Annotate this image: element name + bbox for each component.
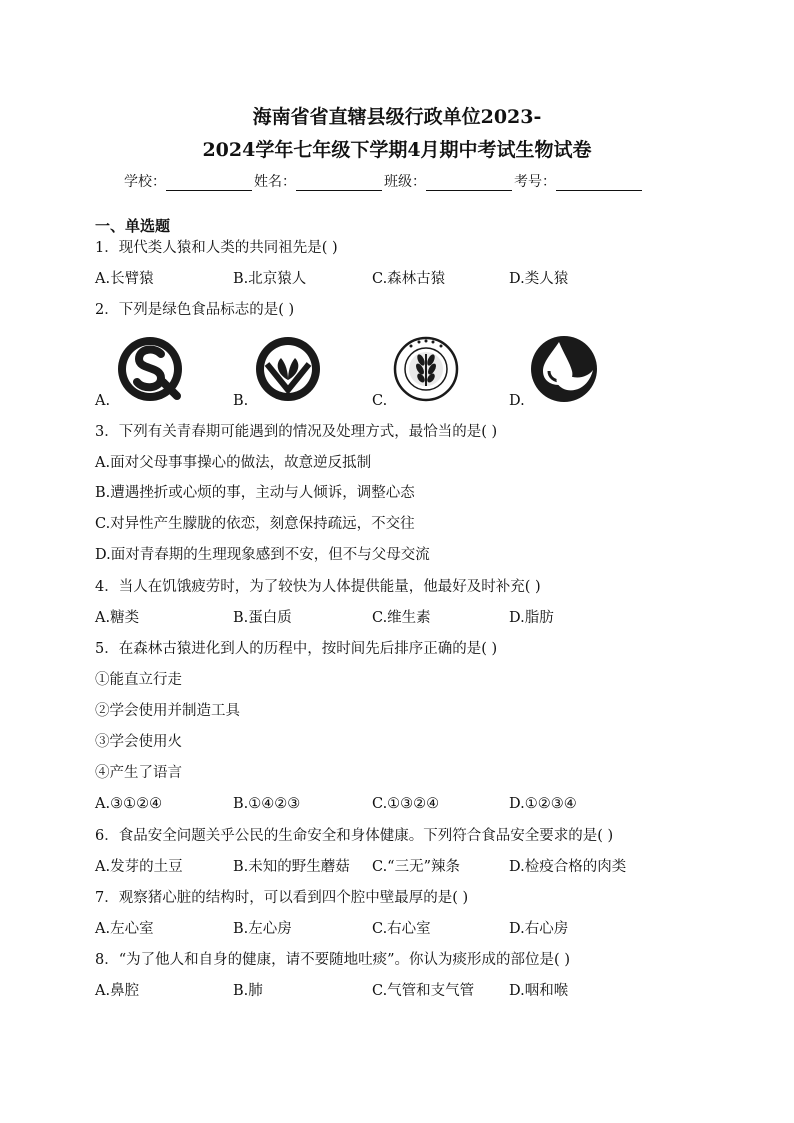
option-a[interactable]: A.左心室 <box>95 921 154 937</box>
qs-s-logo-icon[interactable] <box>115 334 185 404</box>
option-d[interactable]: D.检疫合格的肉类 <box>509 859 627 875</box>
green-food-leaf-logo-icon[interactable] <box>253 334 323 404</box>
question-7-stem: 7．观察猪心脏的结构时，可以看到四个腔中壁最厚的是( ) <box>95 890 469 906</box>
option-d[interactable]: D. <box>509 393 525 409</box>
option-a[interactable]: A. <box>95 393 111 409</box>
option-b[interactable]: B.蛋白质 <box>233 610 292 626</box>
list-item: ①能直立行走 <box>95 672 182 688</box>
name-blank[interactable] <box>296 176 382 191</box>
list-item: ④产生了语言 <box>95 765 182 781</box>
option-c[interactable]: C.对异性产生朦胧的依恋，刻意保持疏远，不交往 <box>95 516 415 532</box>
option-d[interactable]: D.右心房 <box>509 921 569 937</box>
question-6-stem: 6．食品安全问题关乎公民的生命安全和身体健康。下列符合食品安全要求的是( ) <box>95 828 614 844</box>
list-item: ③学会使用火 <box>95 734 182 750</box>
option-b[interactable]: B.遭遇挫折或心烦的事，主动与人倾诉，调整心态 <box>95 485 415 501</box>
question-1-stem: 1．现代类人猿和人类的共同祖先是( ) <box>95 240 338 256</box>
class-label: 班级： <box>384 174 426 190</box>
option-a[interactable]: A.鼻腔 <box>95 983 140 999</box>
name-label: 姓名： <box>254 174 296 190</box>
question-5-stem: 5．在森林古猿进化到人的历程中，按时间先后排序正确的是( ) <box>95 641 498 657</box>
option-a[interactable]: A.长臂猿 <box>95 271 154 287</box>
exam-number-label: 考号： <box>514 174 556 190</box>
option-d[interactable]: D.脂肪 <box>509 610 554 626</box>
school-blank[interactable] <box>166 176 252 191</box>
option-d[interactable]: D.①②③④ <box>509 796 577 812</box>
option-a[interactable]: A.发芽的土豆 <box>95 859 183 875</box>
wheat-emblem-logo-icon[interactable] <box>391 334 461 404</box>
option-d[interactable]: D.类人猿 <box>509 271 569 287</box>
option-b[interactable]: B.肺 <box>233 983 263 999</box>
option-b[interactable]: B.①④②③ <box>233 796 301 812</box>
option-a[interactable]: A.③①②④ <box>95 796 163 812</box>
option-c[interactable]: C. <box>372 393 388 409</box>
option-c[interactable]: C.森林古猿 <box>372 271 446 287</box>
option-d[interactable]: D.咽和喉 <box>509 983 569 999</box>
option-c[interactable]: C.右心室 <box>372 921 431 937</box>
question-3-stem: 3．下列有关青春期可能遇到的情况及处理方式，最恰当的是( ) <box>95 424 498 440</box>
option-c[interactable]: C.维生素 <box>372 610 431 626</box>
school-label: 学校： <box>124 174 166 190</box>
question-4-stem: 4．当人在饥饿疲劳时，为了较快为人体提供能量，他最好及时补充( ) <box>95 579 541 595</box>
exam-number-blank[interactable] <box>556 176 642 191</box>
question-2-stem: 2．下列是绿色食品标志的是( ) <box>95 302 295 318</box>
page-title-line-2: 2024学年七年级下学期4月期中考试生物试卷 <box>202 139 592 161</box>
option-b[interactable]: B. <box>233 393 249 409</box>
option-c[interactable]: C.气管和支气管 <box>372 983 475 999</box>
question-8-stem: 8．“为了他人和自身的健康，请不要随地吐痰”。你认为痰形成的部位是( ) <box>95 952 570 968</box>
option-c[interactable]: C.“三无”辣条 <box>372 859 461 875</box>
option-a[interactable]: A.面对父母事事操心的做法，故意逆反抵制 <box>95 455 372 471</box>
water-drop-logo-icon[interactable] <box>529 334 599 404</box>
option-b[interactable]: B.北京猿人 <box>233 271 307 287</box>
section-title: 一、单选题 <box>95 217 171 235</box>
option-b[interactable]: B.左心房 <box>233 921 292 937</box>
option-c[interactable]: C.①③②④ <box>372 796 440 812</box>
student-info-row <box>124 171 644 191</box>
option-d[interactable]: D.面对青春期的生理现象感到不安，但不与父母交流 <box>95 547 430 563</box>
list-item: ②学会使用并制造工具 <box>95 703 240 719</box>
option-a[interactable]: A.糖类 <box>95 610 140 626</box>
option-b[interactable]: B.未知的野生蘑菇 <box>233 859 350 875</box>
page-title-line-1: 海南省省直辖县级行政单位2023- <box>252 106 542 128</box>
class-blank[interactable] <box>426 176 512 191</box>
